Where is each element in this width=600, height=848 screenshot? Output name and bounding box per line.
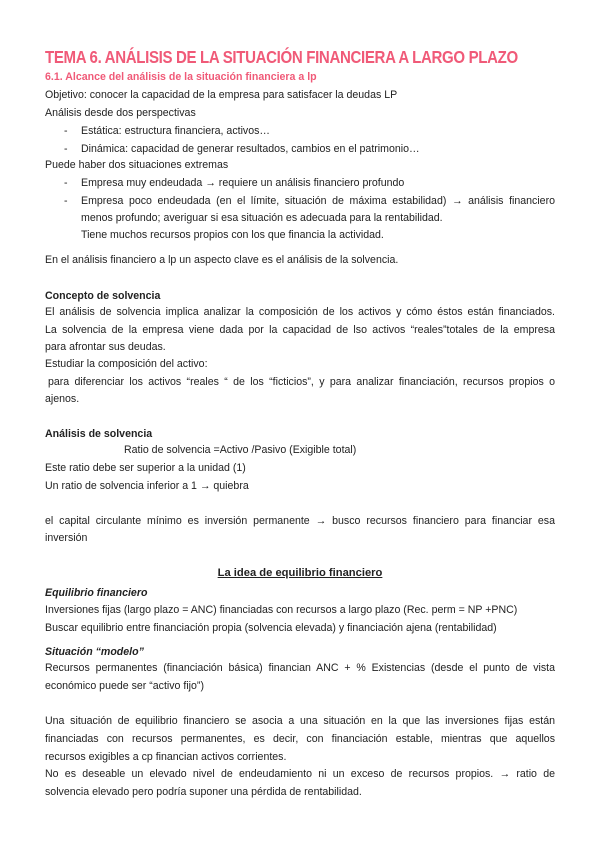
concepto-line-1: El análisis de solvencia implica analizar la composición de los activos y cómo éstos están financiados. (45, 306, 555, 318)
document-title: TEMA 6. ANÁLISIS DE LA SITUACIÓN FINANCIERA A LARGO PLAZO (45, 47, 518, 67)
poco-endeudada-line-2: menos profundo; averiguar si esa situación es adecuada para la rentabilidad. (81, 212, 443, 224)
concepto-line-5: para diferenciar los activos “reales “ de los “ficticios”, y para analizar financiación, recursos propios o (48, 376, 555, 388)
poco-endeudada-line-3: Tiene muchos recursos propios con los que financia la actividad. (81, 229, 384, 241)
ratio-superior-line: Este ratio debe ser superior a la unidad (1) (45, 462, 246, 474)
equilibrio-heading: Equilibrio financiero (45, 587, 148, 599)
concepto-line-2: La solvencia de la empresa viene dada por la capacidad de lso activos “reales”totales de la empresa (45, 324, 555, 336)
modelo-heading: Situación “modelo” (45, 646, 144, 658)
muy-endeudada-item: Empresa muy endeudada → requiere un análisis financiero profundo (81, 177, 405, 189)
objetivo-line: Objetivo: conocer la capacidad de la empresa para satisfacer la deudas LP (45, 89, 398, 101)
deseable-line-2: solvencia elevado pero podría suponer una pérdida de rentabilidad. (45, 786, 362, 798)
bullet-dash: - (64, 143, 68, 155)
section-heading-6-1: 6.1. Alcance del análisis de la situación financiera a lp (45, 71, 317, 83)
bullet-dash: - (64, 195, 68, 207)
equilibrio-idea-heading (0, 566, 600, 580)
analisis-heading: Análisis de solvencia (45, 428, 153, 440)
bullet-dash: - (64, 177, 68, 189)
modelo-line-1: Recursos permanentes (financiación básica) financian ANC + % Existencias (desde el punto de vista (45, 662, 555, 674)
estatica-item: Estática: estructura financiera, activos… (81, 125, 271, 137)
situacion-line-1: Una situación de equilibrio financiero se asocia a una situación en la que las inversiones fijas están (45, 715, 555, 727)
equilibrio-line-1: Inversiones fijas (largo plazo = ANC) financiadas con recursos a largo plazo (Rec. perm = NP +PNC) (45, 604, 518, 616)
bullet-dash: - (64, 125, 68, 137)
situacion-line-2: financiadas con recursos permanentes, es decir, con financiación estable, mientras que aquellos (45, 733, 555, 745)
capital-line-1: el capital circulante mínimo es inversión permanente → busco recursos financiero para financiar esa (45, 515, 555, 527)
concepto-line-6: ajenos. (45, 393, 80, 405)
capital-line-2: inversión (45, 532, 88, 544)
ratio-inferior-line: Un ratio de solvencia inferior a 1 → quiebra (45, 480, 249, 492)
situacion-line-3: recursos exigibles a cp financian activos corrientes. (45, 751, 287, 763)
perspectivas-line: Análisis desde dos perspectivas (45, 107, 196, 119)
concepto-line-4: Estudiar la composición del activo: (45, 358, 208, 370)
situaciones-line: Puede haber dos situaciones extremas (45, 159, 229, 171)
concepto-line-3: para afrontar sus deudas. (45, 341, 166, 353)
clave-solvencia-line: En el análisis financiero a lp un aspecto clave es el análisis de la solvencia. (45, 254, 399, 266)
concepto-heading: Concepto de solvencia (45, 290, 161, 302)
modelo-line-2: económico puede ser “activo fijo”) (45, 680, 204, 692)
poco-endeudada-line-1: Empresa poco endeudada (en el límite, situación de máxima estabilidad) → análisis financiero (81, 195, 555, 207)
deseable-line-1: No es deseable un elevado nivel de endeudamiento ni un exceso de recursos propios. → ratio de (45, 768, 555, 780)
equilibrio-idea-text: La idea de equilibrio financiero (217, 567, 383, 579)
ratio-formula: Ratio de solvencia =Activo /Pasivo (Exigible total) (124, 444, 357, 456)
dinamica-item: Dinámica: capacidad de generar resultados, cambios en el patrimonio… (81, 143, 420, 155)
equilibrio-line-2: Buscar equilibrio entre financiación propia (solvencia elevada) y financiación ajena (rentabilidad) (45, 622, 497, 634)
